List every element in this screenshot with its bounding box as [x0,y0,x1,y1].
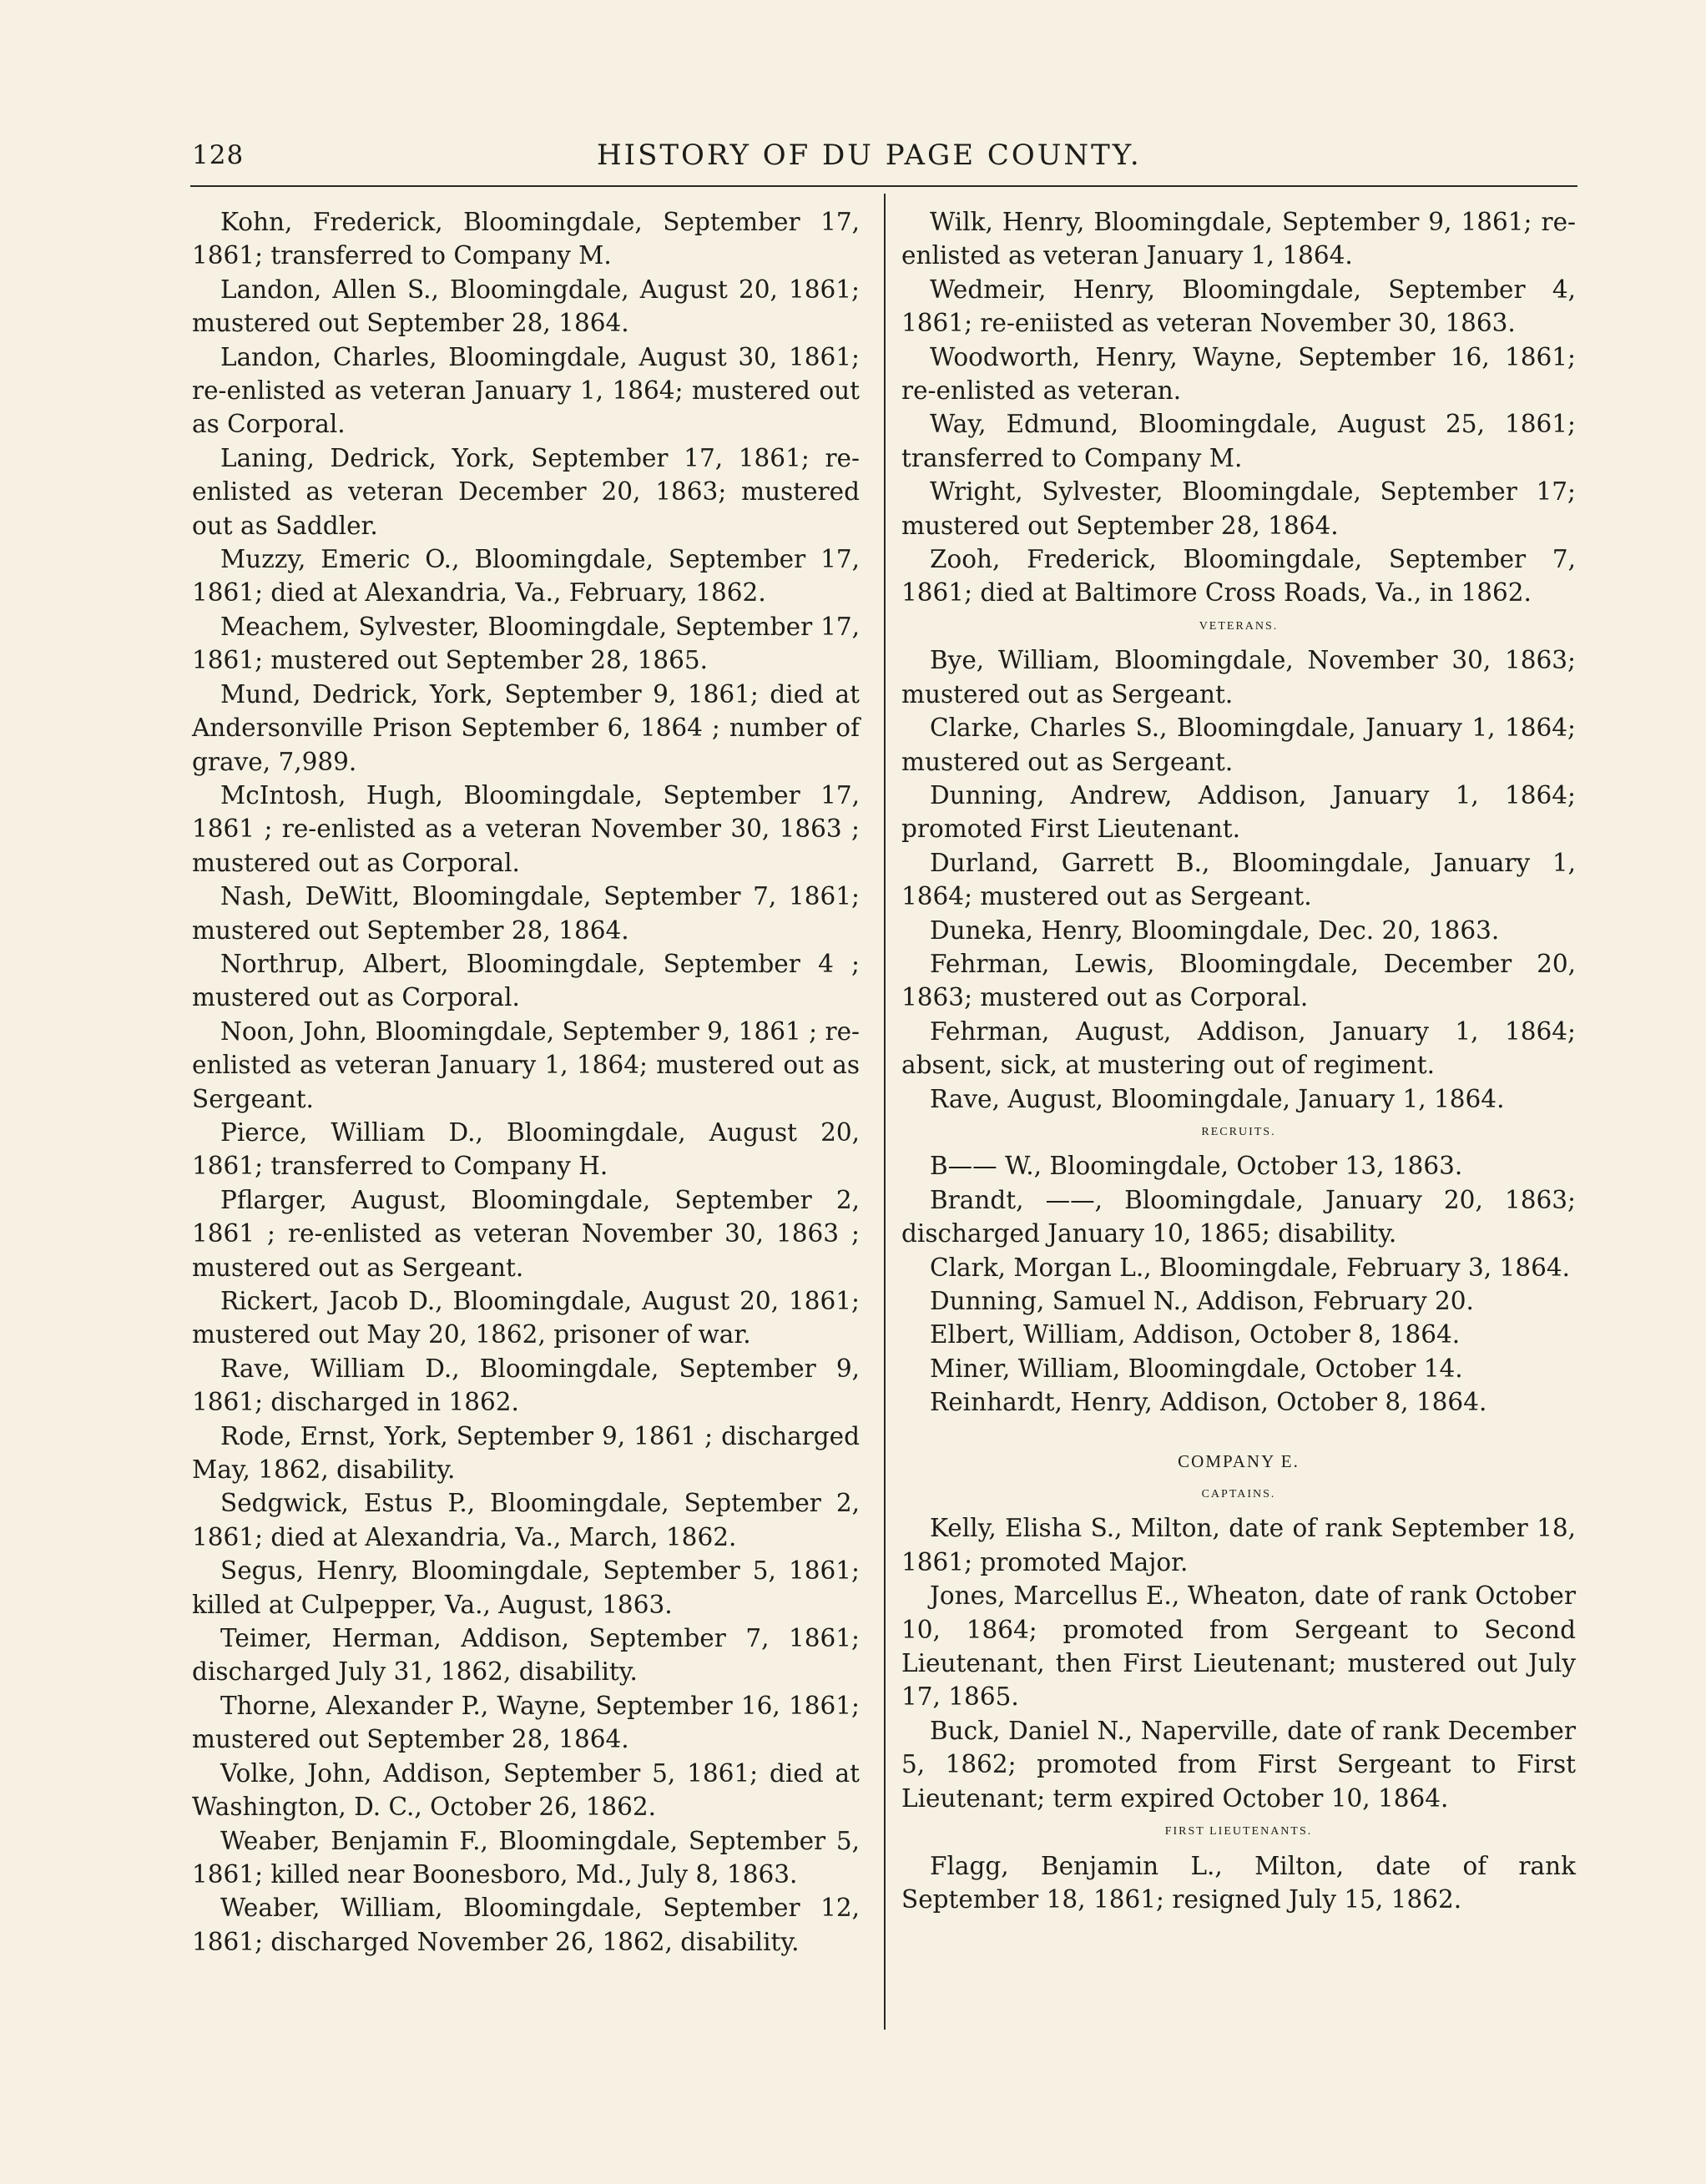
page-number: 128 [192,140,245,170]
roster-entry: Meachem, Sylvester, Bloomingdale, September 17, 1861; mustered out September 28, 1865. [192,612,860,675]
header-rule [190,185,1577,187]
roster-entry: Wright, Sylvester, Bloomingdale, September 17; mustered out September 28, 1864. [901,477,1576,540]
recruits-heading: RECRUITS. [1201,1125,1276,1138]
roster-entry: Wedmeir, Henry, Bloomingdale, September 4, 1861; re-eniisted as veteran November 30, 1863. [901,275,1576,338]
roster-entry: Muzzy, Emeric O., Bloomingdale, September 17, 1861; died at Alexandria, Va., February, 1862. [192,545,860,608]
captain-entry: Jones, Marcellus E., Wheaton, date of rank October 10, 1864; promoted from Sergeant to Second Lieutenant, then First Lieutenant; mustered out July 17, 1865. [901,1581,1576,1712]
recruit-entry: Dunning, Samuel N., Addison, February 20. [930,1287,1474,1315]
roster-entry: Wilk, Henry, Bloomingdale, September 9, 1861; re-enlisted as veteran January 1, 1864. [901,208,1576,270]
roster-entry: Rode, Ernst, York, September 9, 1861 ; discharged May, 1862, disability. [192,1421,860,1485]
roster-entry: Pierce, William D., Bloomingdale, August 20, 1861; transferred to Company H. [192,1117,860,1181]
roster-entry: Way, Edmund, Bloomingdale, August 25, 1861; transferred to Company M. [901,410,1576,472]
recruit-entry: Brandt, ——, Bloomingdale, January 20, 1863; discharged January 10, 1865; disability. [901,1185,1576,1248]
roster-entry: McIntosh, Hugh, Bloomingdale, September 17, 1861 ; re-enlisted as a veteran November 30, 1863 ; mustered out as Corporal. [192,780,860,877]
roster-entry: Weaber, Benjamin F., Bloomingdale, September 5, 1861; killed near Boonesboro, Md., July 8, 1863. [192,1826,860,1889]
running-head: HISTORY OF DU PAGE COUNTY. [597,139,1142,172]
roster-entry: Teimer, Herman, Addison, September 7, 1861; discharged July 31, 1862, disability. [192,1624,860,1687]
roster-entry: Nash, DeWitt, Bloomingdale, September 7, 1861; mustered out September 28, 1864. [192,882,860,945]
roster-entry: Laning, Dedrick, York, September 17, 1861; re-enlisted as veteran December 20, 1863; mustered out as Saddler. [192,443,860,540]
veteran-entry: Duneka, Henry, Bloomingdale, Dec. 20, 1863. [930,915,1500,945]
roster-entry: Northrup, Albert, Bloomingdale, September 4 ; mustered out as Corporal. [192,949,860,1012]
recruit-entry: B—— W., Bloomingdale, October 13, 1863. [930,1152,1463,1181]
roster-entry: Mund, Dedrick, York, September 9, 1861; died at Andersonville Prison September 6, 1864 ; number of grave, 7,989. [192,679,860,776]
veteran-entry: Rave, August, Bloomingdale, January 1, 1864. [930,1084,1505,1113]
left-column [192,205,860,1959]
veteran-entry: Bye, William, Bloomingdale, November 30, 1863; mustered out as Sergeant. [901,646,1576,709]
recruit-entry: Clark, Morgan L., Bloomingdale, February 3, 1864. [930,1253,1571,1282]
veteran-entry: Fehrman, August, Addison, January 1, 1864; absent, sick, at mustering out of regiment. [901,1016,1576,1080]
roster-entry: Thorne, Alexander P., Wayne, September 16, 1861; mustered out September 28, 1864. [192,1691,860,1754]
roster-entry: Woodworth, Henry, Wayne, September 16, 1861; re-enlisted as veteran. [901,342,1576,406]
roster-entry: Landon, Allen S., Bloomingdale, August 20, 1861; mustered out September 28, 1864. [192,275,860,338]
company-heading: COMPANY E. [1178,1450,1300,1471]
roster-entry: Sedgwick, Estus P., Bloomingdale, September 2, 1861; died at Alexandria, Va., March, 1862. [192,1489,860,1551]
captains-heading: CAPTAINS. [1201,1488,1276,1501]
captain-entry: Kelly, Elisha S., Milton, date of rank September 18, 1861; promoted Major. [901,1514,1576,1576]
veterans-heading: VETERANS. [1199,619,1279,633]
roster-entry: Volke, John, Addison, September 5, 1861; died at Washington, D. C., October 26, 1862. [192,1758,860,1822]
roster-entry: Rave, William D., Bloomingdale, September 9, 1861; discharged in 1862. [192,1354,860,1417]
first-lieutenants-heading: FIRST LIEUTENANTS. [1164,1825,1313,1838]
recruit-entry: Elbert, William, Addison, October 8, 1864. [930,1320,1461,1349]
roster-entry: Noon, John, Bloomingdale, September 9, 1861 ; re-enlisted as veteran January 1, 1864; mustered out as Sergeant. [192,1016,860,1113]
veteran-entry: Durland, Garrett B., Bloomingdale, January 1, 1864; mustered out as Sergeant. [901,848,1576,911]
recruit-entry: Miner, William, Bloomingdale, October 14. [930,1354,1463,1383]
right-column [901,205,1576,1916]
roster-entry: Pflarger, August, Bloomingdale, September 2, 1861 ; re-enlisted as veteran November 30, 1863 ; mustered out as Sergeant. [192,1185,860,1282]
first-lieutenant-entry: Flagg, Benjamin L., Milton, date of rank September 18, 1861; resigned July 15, 1862. [901,1851,1576,1914]
roster-entry: Weaber, William, Bloomingdale, September 12, 1861; discharged November 26, 1862, disability. [192,1894,860,1956]
recruit-entry: Reinhardt, Henry, Addison, October 8, 1864. [930,1388,1487,1417]
veteran-entry: Clarke, Charles S., Bloomingdale, January 1, 1864; mustered out as Sergeant. [901,714,1576,776]
column-divider [884,194,886,2030]
roster-entry: Zooh, Frederick, Bloomingdale, September 7, 1861; died at Baltimore Cross Roads, Va., in 1862. [901,545,1576,608]
captain-entry: Buck, Daniel N., Naperville, date of rank December 5, 1862; promoted from First Sergeant to First Lieutenant; term expired October 10, 1864. [901,1716,1576,1813]
veteran-entry: Fehrman, Lewis, Bloomingdale, December 20, 1863; mustered out as Corporal. [901,949,1576,1012]
roster-entry: Landon, Charles, Bloomingdale, August 30, 1861; re-enlisted as veteran January 1, 1864; mustered out as Corporal. [192,342,860,439]
roster-entry: Segus, Henry, Bloomingdale, September 5, 1861; killed at Culpepper, Va., August, 1863. [192,1556,860,1619]
roster-entry: Rickert, Jacob D., Bloomingdale, August 20, 1861; mustered out May 20, 1862, prisoner of war. [192,1287,860,1349]
veteran-entry: Dunning, Andrew, Addison, January 1, 1864; promoted First Lieutenant. [901,780,1576,844]
roster-entry: Kohn, Frederick, Bloomingdale, September 17, 1861; transferred to Company M. [192,208,860,270]
